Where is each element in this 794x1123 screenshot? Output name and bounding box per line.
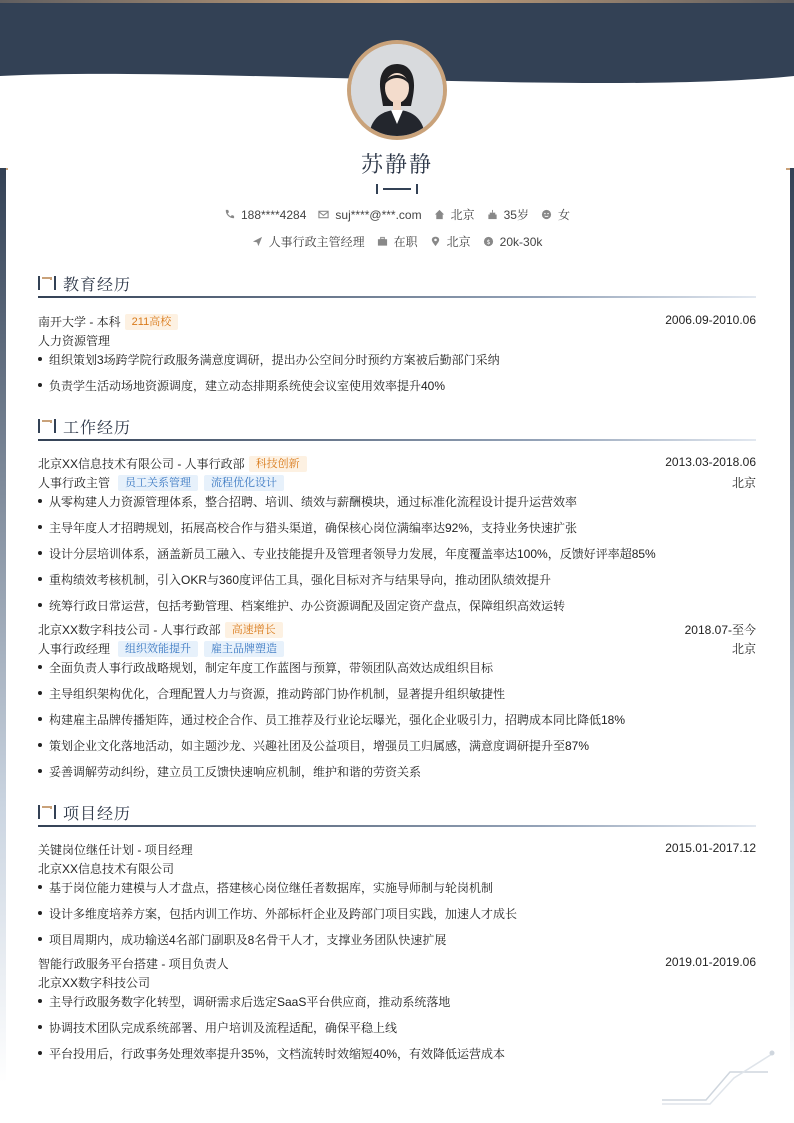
project-bullet: 项目周期内，成功输送4名部门副职及8名骨干人才，支撑业务团队快速扩展 <box>38 931 756 948</box>
work-location: 北京 <box>731 476 756 490</box>
project-header <box>38 839 756 857</box>
phone-icon <box>224 209 235 220</box>
status-text: 在职 <box>393 235 418 249</box>
school-tag: 211高校 <box>125 314 179 330</box>
work-bullet: 全面负责人事行政战略规划，制定年度工作蓝图与预算，带领团队高效达成组织目标 <box>38 659 756 676</box>
project-bullet: 设计多维度培养方案，包括内训工作坊、外部标杆企业及跨部门项目实践，加速人才成长 <box>38 905 756 922</box>
school-name: 南开大学 - 本科 <box>38 315 121 329</box>
section-title: 工作经历 <box>63 420 132 437</box>
email-item <box>318 208 421 222</box>
work-bullet: 主导年度人才招聘规划，拓展高校合作与猎头渠道，确保核心岗位满编率达92%，支持业务快速扩张 <box>38 519 756 536</box>
section-divider <box>38 825 756 827</box>
work-bullet: 设计分层培训体系，涵盖新员工融入、专业技能提升及管理者领导力发展，年度覆盖率达100%，反馈好评率超85% <box>38 545 756 562</box>
project-date: 2019.01-2019.06 <box>665 955 756 969</box>
section-mark-icon <box>38 419 56 433</box>
section-projects <box>38 801 756 825</box>
section-mark-icon <box>38 276 56 290</box>
send-icon <box>252 236 263 247</box>
project-company: 北京XX数字科技公司 <box>38 976 151 990</box>
skill-tag: 员工关系管理 <box>118 475 198 491</box>
section-education <box>38 272 756 296</box>
salary-item <box>483 235 543 249</box>
project-company-row <box>38 972 756 990</box>
project-date: 2015.01-2017.12 <box>665 841 756 855</box>
company-name: 北京XX数字科技公司 - 人事行政部 <box>38 623 221 637</box>
job-role: 人事行政经理 <box>38 642 111 656</box>
major: 人力资源管理 <box>38 334 111 348</box>
work-header <box>38 619 756 637</box>
skill-tag: 雇主品牌塑造 <box>204 641 284 657</box>
work-role-row <box>38 472 756 490</box>
cake-icon <box>487 209 498 220</box>
work-bullet: 妥善调解劳动纠纷，建立员工反馈快速响应机制，维护和谐的劳资关系 <box>38 763 756 780</box>
work-date: 2018.07-至今 <box>684 623 756 637</box>
project-bullet: 主导行政服务数字化转型，调研需求后选定SaaS平台供应商，推动系统落地 <box>38 993 756 1010</box>
age-text: 35岁 <box>503 208 529 222</box>
target-city-item <box>430 233 471 250</box>
project-company-row <box>38 858 756 876</box>
project-company: 北京XX信息技术有限公司 <box>38 862 175 876</box>
portrait-photo <box>351 44 443 136</box>
briefcase-icon <box>377 236 388 247</box>
work-bullet: 统筹行政日常运营，包括考勤管理、档案维护、办公资源调配及固定资产盘点，保障组织高效运转 <box>38 597 756 614</box>
education-bullet: 组织策划3场跨学院行政服务满意度调研，提出办公空间分时预约方案被后勤部门采纳 <box>38 351 756 368</box>
email-text: suj****@***.com <box>335 207 422 222</box>
project-title: 关键岗位继任计划 - 项目经理 <box>38 843 193 857</box>
work-location: 北京 <box>731 642 756 656</box>
project-title: 智能行政服务平台搭建 - 项目负责人 <box>38 957 229 971</box>
contact-row <box>0 206 794 223</box>
name-divider-icon <box>376 183 418 195</box>
gender-item <box>541 206 570 223</box>
salary-text: 20k-30k <box>499 234 543 249</box>
skill-tag: 流程优化设计 <box>204 475 284 491</box>
mail-icon <box>318 209 329 220</box>
education-bullet: 负责学生活动场地资源调度，建立动态排期系统使会议室使用效率提升40% <box>38 377 756 394</box>
skill-tag: 组织效能提升 <box>118 641 198 657</box>
location-pin-icon <box>430 236 441 247</box>
job-intent-row <box>0 233 794 250</box>
section-divider <box>38 296 756 298</box>
project-bullet: 协调技术团队完成系统部署、用户培训及流程适配，确保平稳上线 <box>38 1019 756 1036</box>
work-bullet: 主导组织架构优化，合理配置人力与资源，推动跨部门协作机制，显著提升组织敏捷性 <box>38 685 756 702</box>
section-divider <box>38 439 756 441</box>
work-bullet: 策划企业文化落地活动，如主题沙龙、兴趣社团及公益项目，增强员工归属感，满意度调研提升至87% <box>38 737 756 754</box>
education-major-row <box>38 330 756 348</box>
project-header <box>38 953 756 971</box>
avatar <box>347 40 447 140</box>
home-icon <box>434 209 445 220</box>
money-icon <box>483 236 494 247</box>
phone-item <box>224 208 306 222</box>
phone-text: 188****4284 <box>240 207 307 222</box>
company-tag: 科技创新 <box>249 456 307 472</box>
company-tag: 高速增长 <box>225 622 283 638</box>
section-title: 教育经历 <box>63 277 132 294</box>
project-bullet: 基于岗位能力建模与人才盘点，搭建核心岗位继任者数据库，实施导师制与轮岗机制 <box>38 879 756 896</box>
education-date: 2006.09-2010.06 <box>665 313 756 327</box>
target-role-item <box>252 233 365 250</box>
city-item <box>434 206 475 223</box>
project-bullet: 平台投用后，行政事务处理效率提升35%，文档流转时效缩短40%，有效降低运营成本 <box>38 1045 756 1062</box>
work-bullet: 构建雇主品牌传播矩阵，通过校企合作、员工推荐及行业论坛曝光，强化企业吸引力，招聘成本同比降低18% <box>38 711 756 728</box>
person-icon <box>541 209 552 220</box>
candidate-name: 苏静静 <box>360 152 433 177</box>
work-header <box>38 453 756 471</box>
work-bullet: 从零构建人力资源管理体系，整合招聘、培训、绩效与薪酬模块，通过标准化流程设计提升运营效率 <box>38 493 756 510</box>
status-item <box>377 233 418 250</box>
svg-text:$: $ <box>486 237 491 246</box>
section-mark-icon <box>38 805 56 819</box>
work-bullet: 重构绩效考核机制，引入OKR与360度评估工具，强化目标对齐与结果导向，推动团队绩效提升 <box>38 571 756 588</box>
work-date: 2013.03-2018.06 <box>665 455 756 469</box>
gender-text: 女 <box>557 208 570 222</box>
left-rail <box>0 168 6 1083</box>
city-text: 北京 <box>450 208 475 222</box>
target-role-text: 人事行政主管经理 <box>268 235 365 249</box>
education-header <box>38 311 756 329</box>
target-city-text: 北京 <box>446 235 471 249</box>
right-rail <box>790 168 794 1083</box>
section-title: 项目经历 <box>63 806 132 823</box>
job-role: 人事行政主管 <box>38 476 111 490</box>
section-work <box>38 415 756 439</box>
company-name: 北京XX信息技术有限公司 - 人事行政部 <box>38 457 245 471</box>
corner-decoration <box>660 1048 780 1108</box>
age-item <box>487 206 529 223</box>
work-role-row <box>38 638 756 656</box>
